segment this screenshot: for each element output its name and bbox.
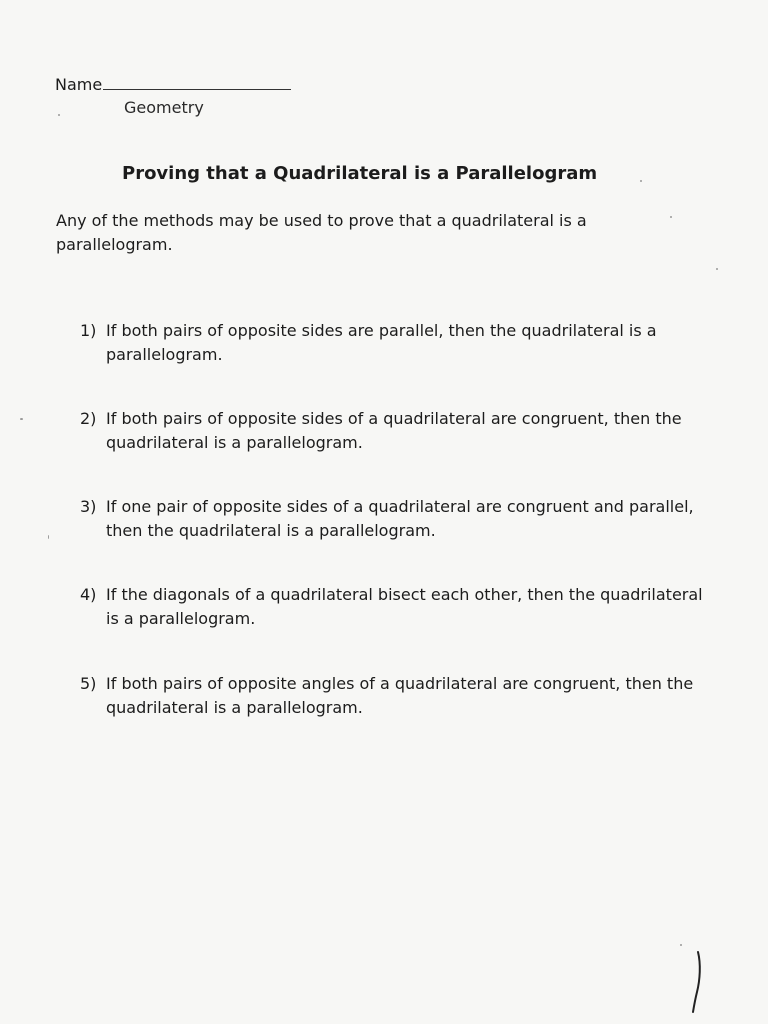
method-number: 4) — [80, 585, 97, 604]
name-label: Name — [55, 75, 103, 94]
method-number: 3) — [80, 497, 97, 516]
method-item-1 — [80, 319, 720, 367]
scan-speck — [680, 944, 682, 946]
scan-speck — [48, 535, 49, 539]
scan-speck — [670, 216, 672, 218]
scan-speck — [716, 268, 718, 270]
name-blank-line[interactable] — [103, 75, 291, 90]
name-field[interactable] — [55, 75, 291, 94]
method-text: If both pairs of opposite sides of a quadrilateral are congruent, then the quadrilateral is a parallelogram. — [106, 409, 682, 452]
intro-text: Any of the methods may be used to prove that a quadrilateral is a parallelogram. — [56, 211, 587, 254]
pen-mark — [688, 950, 708, 1014]
method-item-2 — [80, 407, 720, 455]
method-text: If both pairs of opposite sides are parallel, then the quadrilateral is a parallelogram. — [106, 321, 657, 364]
scan-speck — [58, 114, 60, 116]
scan-speck — [640, 180, 642, 182]
method-number: 1) — [80, 321, 97, 340]
method-text: If both pairs of opposite angles of a quadrilateral are congruent, then the quadrilateral is a parallelogram. — [106, 674, 694, 717]
method-item-4 — [80, 583, 720, 631]
method-number: 2) — [80, 409, 97, 428]
method-item-5 — [80, 672, 720, 720]
method-item-3 — [80, 495, 720, 543]
scan-speck — [20, 418, 23, 420]
method-number: 5) — [80, 674, 97, 693]
subject-label: Geometry — [124, 98, 204, 117]
method-text: If the diagonals of a quadrilateral bisect each other, then the quadrilateral is a parallelogram. — [106, 585, 703, 628]
page-title: Proving that a Quadrilateral is a Parallelogram — [122, 163, 598, 184]
method-text: If one pair of opposite sides of a quadrilateral are congruent and parallel, then the quadrilateral is a parallelogram. — [106, 497, 694, 540]
